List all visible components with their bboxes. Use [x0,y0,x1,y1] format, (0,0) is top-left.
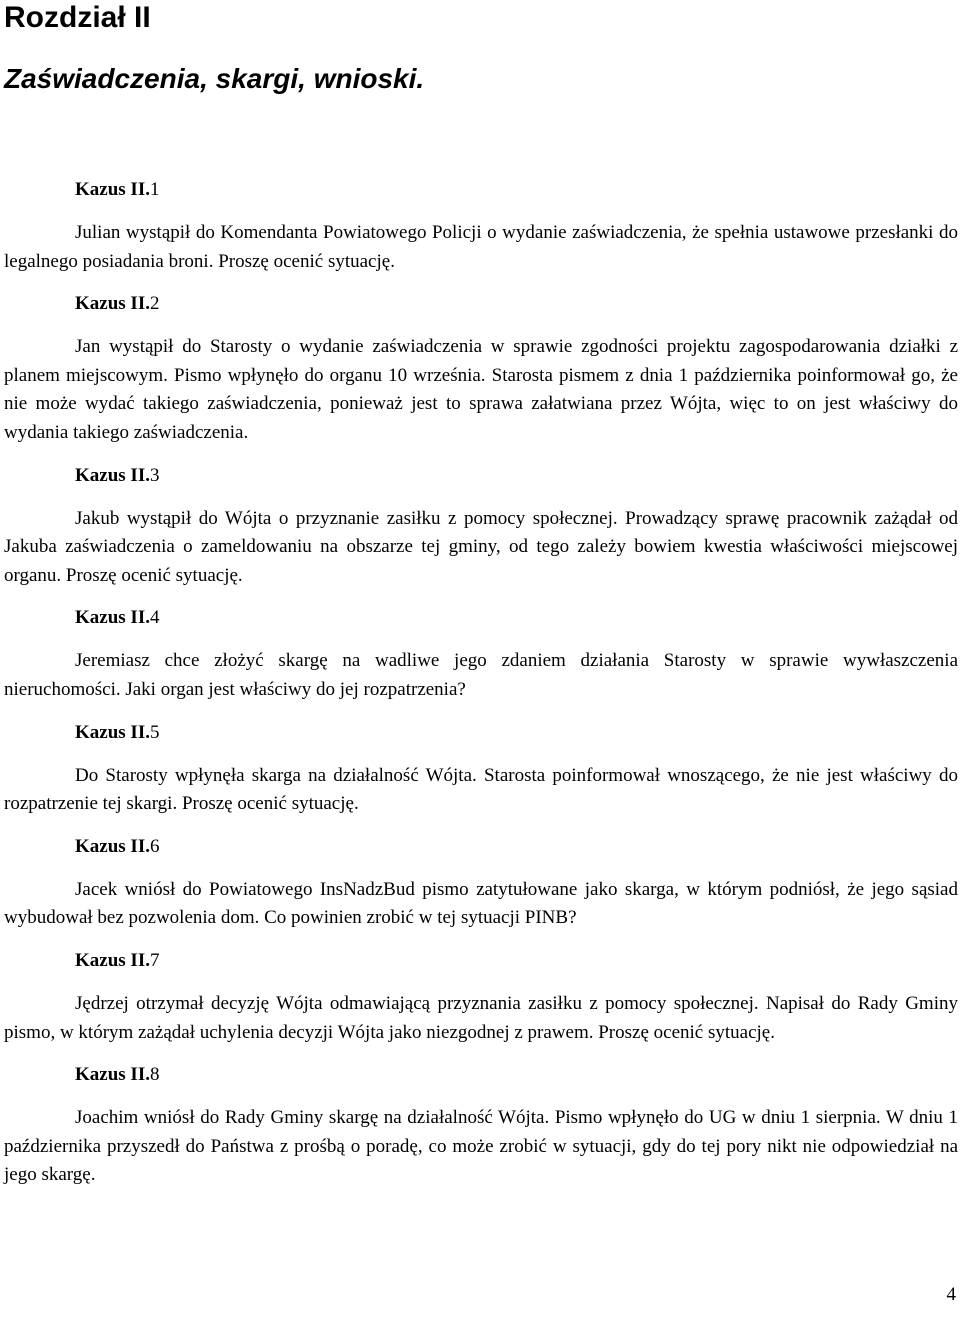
case-label: Kazus II. [75,464,150,486]
case-3 [4,464,958,591]
case-text: Julian wystąpił do Komendanta Powiatowego Policji o wydanie zaświadczenia, że spełnia ustawowe przesłanki do legalnego posiadania broni. Proszę ocenić sytuację. [4,222,958,272]
case-heading [75,178,958,202]
page-number: 4 [946,1284,956,1305]
case-5 [4,721,958,819]
case-label: Kazus II. [75,949,150,971]
case-heading [75,949,958,973]
case-text: Do Starosty wpłynęła skarga na działalność Wójta. Starosta poinformował wnoszącego, że nie jest właściwy do rozpatrzenie tej skargi. Proszę ocenić sytuację. [4,764,958,815]
case-2 [4,292,958,447]
chapter-title: Rozdział II [4,1,151,34]
case-text: Jakub wystąpił do Wójta o przyznanie zasiłku z pomocy społecznej. Prowadzący sprawę pracownik zażądał od Jakuba zaświadczenia o zameldowaniu na obszarze tej gminy, od tego zależy bowiem kwestia właściwości miejscowej organu. Proszę ocenić sytuację. [4,507,958,586]
case-label: Kazus II. [75,293,150,315]
case-number: 3 [149,464,160,486]
case-label: Kazus II. [75,835,150,857]
case-number: 6 [149,835,160,857]
case-number: 8 [149,1064,160,1086]
case-text: Jacek wniósł do Powiatowego InsNadzBud pismo zatytułowane jako skarga, w którym podniósł, że jego sąsiad wybudował bez pozwolenia dom. Co powinien zrobić w tej sytuacji PINB? [4,878,958,929]
case-number: 1 [149,179,160,200]
case-heading [75,464,958,488]
case-text: Jan wystąpił do Starosty o wydanie zaświadczenia w sprawie zgodności projektu zagospodarowania działki z planem miejscowym. Pismo wpłynęło do organu 10 września. Starosta pismem z dnia 1 października poinformował go, że nie może wydać takiego zaświadczenia, ponieważ jest to sprawa załatwiana przez Wójta, więc to on jest właściwy do wydania takiego zaświadczenia. [4,336,958,443]
case-label: Kazus II. [75,179,150,200]
case-heading [75,721,958,745]
case-heading [75,292,958,316]
case-heading [75,835,958,859]
case-label: Kazus II. [75,607,150,629]
case-number: 7 [149,949,160,971]
case-7 [4,949,958,1047]
case-number: 5 [149,721,160,743]
case-label: Kazus II. [75,721,150,743]
case-heading [75,606,958,630]
case-4 [4,606,958,704]
case-text: Joachim wniósł do Rady Gminy skargę na działalność Wójta. Pismo wpłynęło do UG w dniu 1 sierpnia. W dniu 1 października przyszedł do Państwa z prośbą o poradę, co może zrobić w sytuacji, gdy do tej pory nikt nie odpowiedział na jego skargę. [4,1107,958,1186]
case-1 [4,178,958,276]
case-list [4,178,958,1206]
chapter-subtitle: Zaświadczenia, skargi, wnioski. [4,63,425,94]
case-label: Kazus II. [75,1064,150,1086]
case-number: 2 [149,293,160,315]
case-text: Jędrzej otrzymał decyzję Wójta odmawiającą przyznania zasiłku z pomocy społecznej. Napisał do Rady Gminy pismo, w którym zażądał uchylenia decyzji Wójta jako niezgodnej z prawem. Proszę ocenić sytuację. [4,992,958,1043]
case-6 [4,835,958,933]
case-8 [4,1063,958,1190]
case-text: Jeremiasz chce złożyć skargę na wadliwe jego zdaniem działania Starosty w sprawie wywłaszczenia nieruchomości. Jaki organ jest właściwy do jej rozpatrzenia? [4,650,958,700]
case-number: 4 [149,607,160,629]
case-heading [75,1063,958,1087]
